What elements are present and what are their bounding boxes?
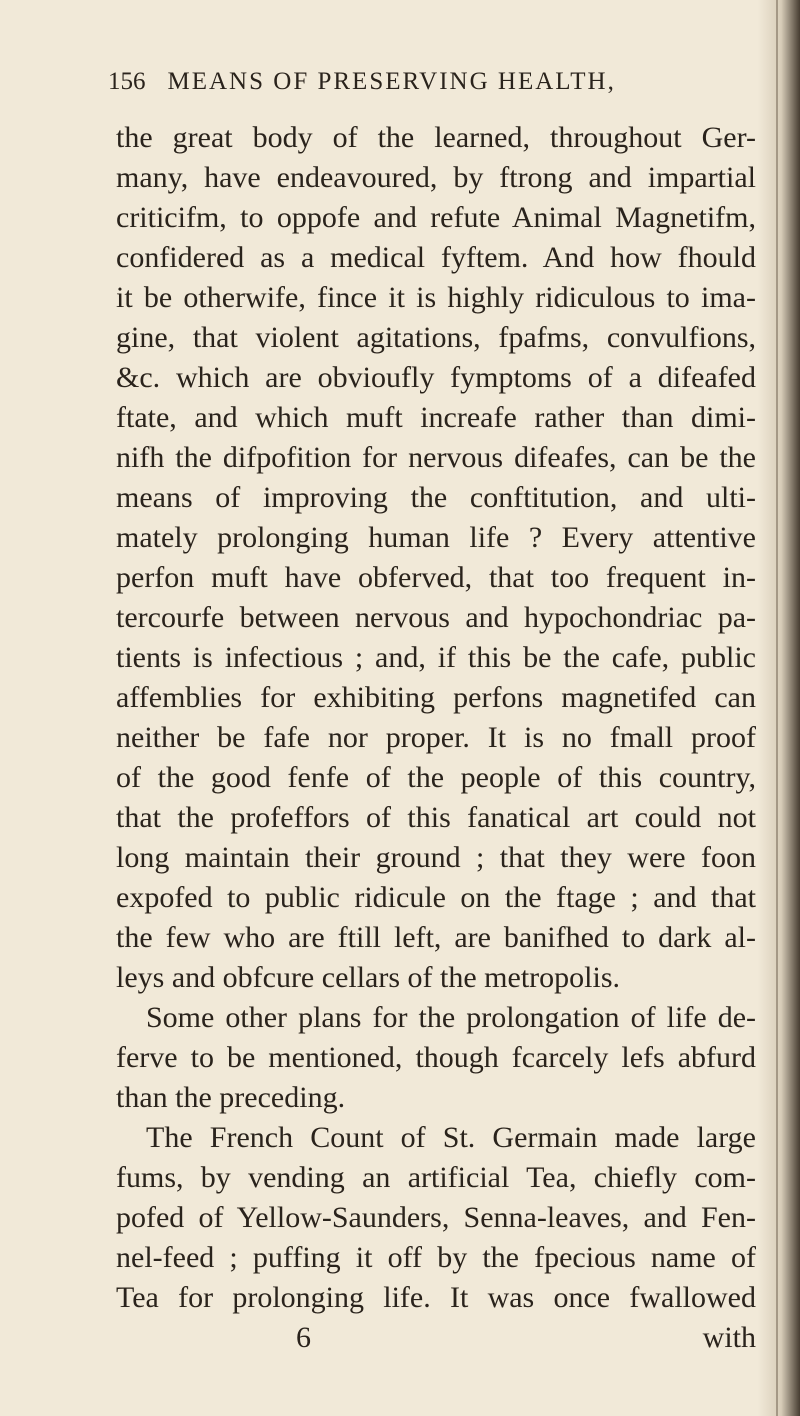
text-line: of the good fenfe of the people of this country,	[116, 761, 756, 794]
text-line: The French Count of St. Germain made large	[146, 1121, 756, 1154]
text-line: criticifm, to oppofe and refute Animal Magnetifm,	[116, 201, 756, 234]
text-line: means of improving the conftitution, and ulti-	[116, 481, 756, 514]
text-line: the few who are ftill left, are banifhed to dark al-	[116, 921, 756, 954]
text-line: fums, by vending an artificial Tea, chiefly com-	[116, 1161, 756, 1194]
text-line: Tea for prolonging life. It was once fwallowed	[116, 1281, 756, 1314]
running-title: MEANS OF PRESERVING HEALTH,	[167, 68, 616, 95]
text-line: expofed to public ridicule on the ftage ; and that	[116, 881, 756, 914]
text-line: long maintain their ground ; that they were foon	[116, 841, 756, 874]
text-line: neither be fafe nor proper. It is no fmall proof	[116, 721, 756, 754]
text-line: pofed of Yellow-Saunders, Senna-leaves, and Fen-	[116, 1201, 756, 1234]
page-edge-line	[776, 0, 778, 1416]
text-line: the great body of the learned, throughout Ger-	[116, 121, 756, 154]
text-line: leys and obfcure cellars of the metropolis.	[116, 961, 620, 994]
text-line: nel-feed ; puffing it off by the fpecious name of	[116, 1241, 756, 1274]
text-line: mately prolonging human life ? Every attentive	[116, 521, 756, 554]
text-line: confidered as a medical fyftem. And how fhould	[116, 241, 756, 274]
text-line: many, have endeavoured, by ftrong and impartial	[116, 161, 756, 194]
text-line: Some other plans for the prolongation of life de-	[146, 1001, 756, 1034]
text-line: tients is infectious ; and, if this be the cafe, public	[116, 641, 756, 674]
text-line: ferve to be mentioned, though fcarcely lefs abfurd	[116, 1041, 756, 1074]
text-line: gine, that violent agitations, fpafms, convulfions,	[116, 321, 756, 354]
text-line: perfon muft have obferved, that too frequent in-	[116, 561, 756, 594]
page-edge-shadow	[758, 0, 800, 1416]
text-line: affemblies for exhibiting perfons magnetifed can	[116, 681, 756, 714]
text-line: ftate, and which muft increafe rather than dimi-	[116, 401, 756, 434]
text-line: tercourfe between nervous and hypochondriac pa-	[116, 601, 756, 634]
text-line: that the profeffors of this fanatical art could not	[116, 801, 756, 834]
signature-line	[116, 1318, 756, 1358]
page-number: 156	[108, 68, 146, 95]
text-line: than the preceding.	[116, 1081, 346, 1114]
signature-mark: 6	[296, 1321, 311, 1354]
text-line: nifh the difpofition for nervous difeafes, can be the	[116, 441, 756, 474]
catchword: with	[702, 1321, 756, 1354]
body-text	[116, 118, 756, 1358]
running-head	[108, 68, 708, 96]
text-line: it be otherwife, fince it is highly ridiculous to ima-	[116, 281, 756, 314]
text-line: &c. which are obvioufly fymptoms of a difeafed	[116, 361, 756, 394]
